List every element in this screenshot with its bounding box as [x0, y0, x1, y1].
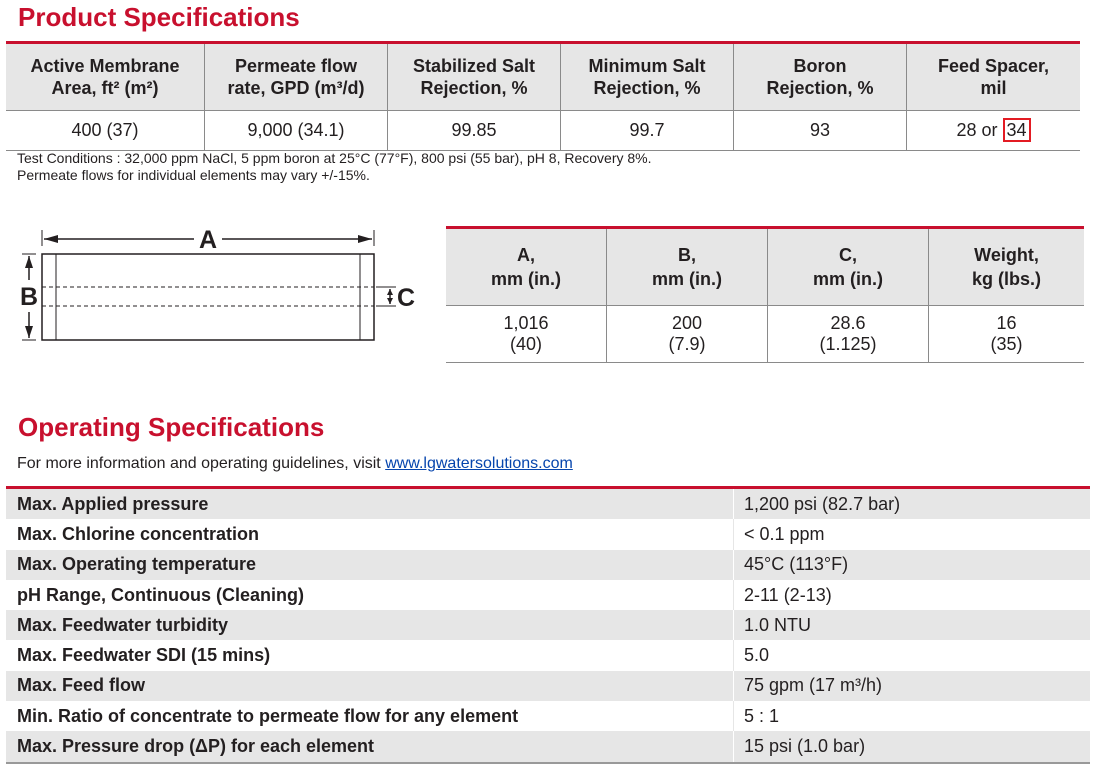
header-permeate-flow: Permeate flow rate, GPD (m³/d) — [205, 43, 388, 111]
header-weight: Weight, kg (lbs.) — [929, 228, 1085, 306]
lg-water-solutions-link[interactable]: www.lgwatersolutions.com — [385, 455, 573, 472]
value-feed-spacer: 28 or 34 — [907, 111, 1081, 151]
header-dimension-b: B, mm (in.) — [607, 228, 768, 306]
header-membrane-area: Active Membrane Area, ft² (m²) — [6, 43, 205, 111]
operating-spec-label: Max. Operating temperature — [6, 550, 734, 580]
value-weight: 16 (35) — [929, 306, 1085, 363]
value-permeate-flow: 9,000 (34.1) — [205, 111, 388, 151]
operating-spec-label: pH Range, Continuous (Cleaning) — [6, 580, 734, 610]
operating-spec-value: 5.0 — [744, 645, 770, 666]
operating-spec-value: 45°C (113°F) — [734, 550, 1091, 580]
operating-spec-label: Max. Feedwater SDI (15 mins) — [6, 640, 734, 670]
product-spec-value-row — [6, 111, 1080, 151]
more-info-line — [17, 455, 573, 473]
header-dimension-a: A, mm (in.) — [446, 228, 607, 306]
test-conditions-note: Test Conditions : 32,000 ppm NaCl, 5 ppm boron at 25°C (77°F), 800 psi (55 bar), pH 8, Recovery 8%. — [17, 150, 652, 166]
operating-spec-label: Max. Feedwater turbidity — [6, 610, 734, 640]
value-boron-rejection: 93 — [734, 111, 907, 151]
value-minimum-salt-rejection: 99.7 — [561, 111, 734, 151]
operating-spec-value: 15 psi (1.0 bar) — [734, 731, 1091, 762]
operating-spec-value: 1,200 psi (82.7 bar) — [734, 488, 1091, 520]
feed-spacer-highlight: 34 — [1003, 118, 1031, 142]
more-info-text: For more information and operating guidelines, visit — [17, 455, 386, 472]
product-specifications-title: Product Specifications — [18, 2, 300, 32]
dimensions-header-row — [446, 228, 1084, 306]
operating-spec-value: 75 gpm (17 m³/h) — [734, 671, 1091, 701]
operating-spec-row — [6, 701, 1090, 731]
test-conditions-notes — [17, 150, 652, 184]
header-stabilized-salt-rejection: Stabilized Salt Rejection, % — [388, 43, 561, 111]
operating-specifications-title: Operating Specifications — [18, 412, 325, 442]
product-spec-header-row — [6, 43, 1080, 111]
header-dimension-c: C, mm (in.) — [768, 228, 929, 306]
dimension-a-label: A — [198, 226, 218, 254]
value-dimension-b: 200 (7.9) — [607, 306, 768, 363]
operating-spec-value: 5 : 1 — [744, 705, 780, 726]
header-boron-rejection: Boron Rejection, % — [734, 43, 907, 111]
operating-spec-row — [6, 731, 1090, 762]
value-membrane-area: 400 (37) — [6, 111, 205, 151]
product-spec-table — [6, 41, 1080, 151]
operating-spec-row — [6, 488, 1090, 520]
operating-spec-row — [6, 610, 1090, 640]
dimensions-value-row — [446, 306, 1084, 363]
element-dimension-diagram — [14, 224, 424, 346]
operating-spec-value: < 0.1 ppm — [744, 523, 825, 544]
operating-spec-label: Max. Pressure drop (ΔP) for each element — [6, 731, 734, 762]
operating-spec-label: Min. Ratio of concentrate to permeate flow for any element — [6, 701, 734, 731]
value-dimension-c: 28.6 (1.125) — [768, 306, 929, 363]
dimensions-table — [446, 226, 1084, 363]
operating-spec-row — [6, 580, 1090, 610]
value-dimension-a: 1,016 (40) — [446, 306, 607, 363]
dimension-c-label: C — [396, 284, 416, 312]
operating-spec-row — [6, 671, 1090, 701]
permeate-variance-note: Permeate flows for individual elements may vary +/-15%. — [17, 167, 370, 183]
operating-spec-table — [6, 486, 1090, 764]
operating-spec-row — [6, 550, 1090, 580]
operating-spec-row — [6, 640, 1090, 670]
operating-spec-label: Max. Chlorine concentration — [6, 519, 734, 549]
operating-spec-label: Max. Applied pressure — [6, 488, 734, 520]
operating-spec-label: Max. Feed flow — [6, 671, 734, 701]
header-minimum-salt-rejection: Minimum Salt Rejection, % — [561, 43, 734, 111]
operating-spec-row — [6, 519, 1090, 549]
value-stabilized-salt-rejection: 99.85 — [388, 111, 561, 151]
dimension-b-label: B — [19, 283, 39, 311]
header-feed-spacer: Feed Spacer, mil — [907, 43, 1081, 111]
operating-spec-value: 1.0 NTU — [734, 610, 1091, 640]
operating-spec-value: 2-11 (2-13) — [744, 584, 832, 605]
